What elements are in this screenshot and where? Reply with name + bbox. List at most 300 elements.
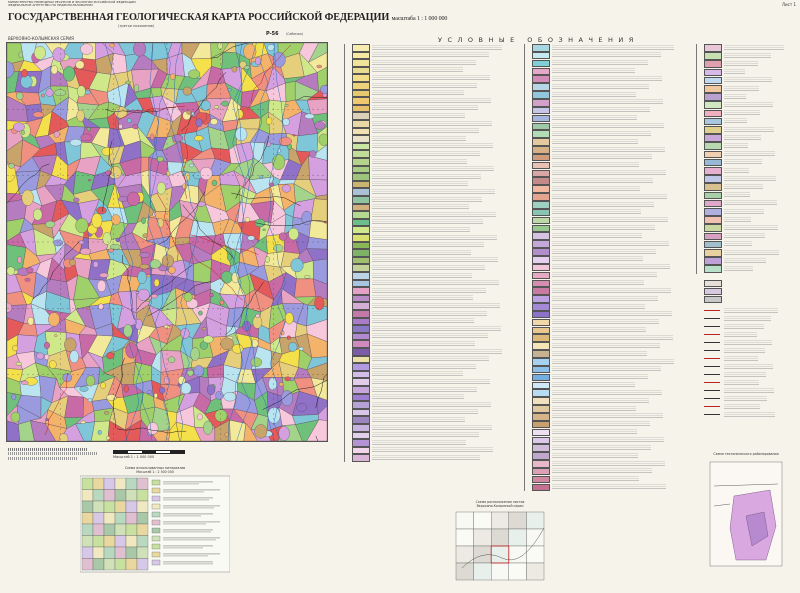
intrusion-body xyxy=(180,383,191,394)
legend-description xyxy=(372,235,497,241)
intrusion-body xyxy=(54,90,65,96)
legend-line-symbol xyxy=(704,406,720,407)
legend-swatch xyxy=(532,52,550,60)
legend-description xyxy=(724,61,758,67)
legend-description xyxy=(552,437,664,443)
index-legend-text xyxy=(163,500,209,501)
materials-index-inset[interactable] xyxy=(80,466,230,578)
sheet-cell xyxy=(526,512,544,529)
legend-description xyxy=(552,319,659,325)
legend-swatch xyxy=(352,371,370,379)
index-legend-text xyxy=(163,562,213,563)
legend-swatch xyxy=(352,188,370,196)
intrusion-body xyxy=(106,436,109,439)
intrusion-body xyxy=(34,46,46,59)
legend-swatch xyxy=(704,175,722,183)
legend-description xyxy=(372,219,483,225)
geological-unit-polygon xyxy=(294,279,316,297)
legend-description xyxy=(552,468,652,474)
index-legend-text xyxy=(163,516,201,517)
legend-description xyxy=(552,343,660,349)
legend-swatch xyxy=(532,303,550,311)
sheet-cell xyxy=(526,529,544,546)
intrusion-body xyxy=(92,213,102,228)
intrusion-body xyxy=(69,259,76,266)
legend-line-symbol xyxy=(704,350,720,351)
legend-description xyxy=(372,280,499,286)
legend-line-symbol xyxy=(704,310,720,311)
legend-swatch xyxy=(352,105,370,113)
map-scale-text: масштаба 1 : 1 000 000 xyxy=(391,16,448,22)
intrusion-body xyxy=(228,88,232,91)
intrusion-body xyxy=(255,425,267,439)
legend-swatch xyxy=(352,234,370,242)
legend-swatch xyxy=(352,416,370,424)
legend-swatch xyxy=(532,413,550,421)
legend-description xyxy=(372,75,490,81)
legend-description xyxy=(552,202,654,208)
index-legend-swatch xyxy=(152,512,160,517)
intrusion-body xyxy=(102,147,113,155)
intrusion-body xyxy=(270,183,274,186)
index-legend-swatch xyxy=(152,520,160,525)
legend-swatch xyxy=(352,454,370,462)
legend-swatch xyxy=(704,200,722,208)
legend-swatch xyxy=(352,242,370,250)
legend-swatch xyxy=(704,280,722,288)
legend-description xyxy=(372,159,467,165)
intrusion-body xyxy=(154,393,158,398)
legend-swatch xyxy=(352,143,370,151)
legend-description xyxy=(552,453,638,459)
materials-index-canvas xyxy=(80,474,230,574)
legend-description xyxy=(372,273,472,279)
legend-description xyxy=(724,233,765,239)
legend-swatch xyxy=(704,118,722,126)
legend-description xyxy=(552,256,643,262)
legend-swatch xyxy=(352,59,370,67)
legend-swatch xyxy=(532,185,550,193)
legend-description xyxy=(552,241,669,247)
intrusion-body xyxy=(196,119,203,127)
sheet-cell xyxy=(526,563,544,580)
agency-line-2: ФЕДЕРАЛЬНОЕ АГЕНТСТВО ПО НЕДРОПОЛЬЗОВАНИЮ xyxy=(8,3,93,8)
intrusion-body xyxy=(137,271,146,284)
legend-swatch xyxy=(532,193,550,201)
legend-description xyxy=(552,264,670,270)
legend-description xyxy=(552,351,647,357)
legend-description xyxy=(724,308,778,314)
intrusion-body xyxy=(315,297,325,311)
legend-line-symbol xyxy=(704,366,720,367)
intrusion-body xyxy=(221,271,232,283)
legend-swatch xyxy=(704,142,722,150)
legend-description xyxy=(724,380,759,386)
intrusion-body xyxy=(191,348,200,361)
legend-swatch xyxy=(704,77,722,85)
legend-swatch xyxy=(352,424,370,432)
intrusion-body xyxy=(187,110,191,114)
intrusion-body xyxy=(126,343,138,359)
legend-swatch xyxy=(532,389,550,397)
intrusion-body xyxy=(110,244,120,249)
intrusion-body xyxy=(81,421,86,424)
legend-description xyxy=(552,327,646,333)
intrusion-body xyxy=(33,112,44,118)
legend-line-symbol xyxy=(704,318,720,319)
intrusion-body xyxy=(81,134,92,141)
index-cell xyxy=(93,478,104,490)
legend-swatch xyxy=(532,484,550,492)
legend-description xyxy=(552,296,658,302)
intrusion-body xyxy=(151,294,158,298)
intrusion-body xyxy=(184,292,192,301)
intrusion-body xyxy=(215,410,227,422)
legend-swatch xyxy=(352,378,370,386)
legend-swatch xyxy=(532,217,550,225)
legend-swatch xyxy=(532,350,550,358)
index-cell xyxy=(126,490,137,502)
intrusion-body xyxy=(86,307,90,310)
legend-description xyxy=(372,295,473,301)
index-cell xyxy=(137,547,148,559)
sheet-cell xyxy=(509,563,527,580)
intrusion-body xyxy=(141,218,145,224)
intrusion-body xyxy=(299,347,304,350)
legend-description xyxy=(552,52,661,58)
intrusion-body xyxy=(104,411,109,414)
legend-swatch xyxy=(532,342,550,350)
index-cell xyxy=(104,536,115,548)
legend-description xyxy=(724,135,761,141)
intrusion-body xyxy=(279,233,287,241)
legend-swatch xyxy=(532,280,550,288)
legend-description xyxy=(372,197,482,203)
legend-swatch xyxy=(532,272,550,280)
legend-description xyxy=(552,484,666,490)
legend-swatch xyxy=(352,264,370,272)
intrusion-body xyxy=(265,257,270,263)
index-cell xyxy=(115,559,126,571)
intrusion-body xyxy=(41,94,44,97)
legend-swatch xyxy=(532,248,550,256)
legend-description xyxy=(724,332,757,338)
intrusion-body xyxy=(216,391,224,400)
legend-line-symbol xyxy=(704,382,720,383)
intrusion-body xyxy=(194,366,204,377)
intrusion-body xyxy=(212,180,217,186)
intrusion-body xyxy=(183,87,192,95)
sheet-layout-subtitle: Верхояно-Колымской серии xyxy=(476,504,524,508)
legend-description xyxy=(724,102,773,108)
index-cell xyxy=(115,490,126,502)
legend-description xyxy=(724,225,778,231)
index-legend-text xyxy=(163,548,203,549)
intrusion-body xyxy=(45,221,55,228)
index-cell xyxy=(137,513,148,525)
index-cell xyxy=(104,501,115,513)
legend-line-symbol xyxy=(704,398,720,399)
legend-description xyxy=(724,217,751,223)
intrusion-body xyxy=(274,244,284,251)
intrusion-body xyxy=(255,57,260,65)
legend-line-symbol xyxy=(704,334,720,335)
legend-swatch xyxy=(704,85,722,93)
legend-description xyxy=(372,288,486,294)
legend-description xyxy=(724,364,773,370)
materials-index-scale: Масштаб 1 : 2 500 000 xyxy=(136,470,174,474)
index-cell xyxy=(93,524,104,536)
legend-description xyxy=(372,98,491,104)
legend-description xyxy=(552,147,665,153)
intrusion-body xyxy=(88,398,92,402)
legend-swatch xyxy=(532,358,550,366)
sheet-cell xyxy=(491,529,509,546)
intrusion-body xyxy=(285,313,293,325)
legend-swatch xyxy=(704,288,722,296)
intrusion-body xyxy=(203,421,212,435)
legend-swatch xyxy=(352,128,370,136)
intrusion-body xyxy=(187,370,194,376)
legend-swatch xyxy=(704,233,722,241)
legend-description xyxy=(372,212,496,218)
intrusion-body xyxy=(70,350,79,363)
intrusion-body xyxy=(44,342,50,349)
legend-swatch xyxy=(352,287,370,295)
intrusion-body xyxy=(248,236,255,241)
geological-unit-polygon xyxy=(296,134,318,153)
legend-swatch xyxy=(532,468,550,476)
intrusion-body xyxy=(93,261,98,267)
intrusion-body xyxy=(181,328,190,338)
intrusion-body xyxy=(285,377,291,381)
legend-description xyxy=(724,356,758,362)
legend-description xyxy=(372,364,476,370)
intrusion-body xyxy=(79,240,85,244)
index-cell xyxy=(137,501,148,513)
legend-description xyxy=(372,166,494,172)
intrusion-body xyxy=(12,394,16,400)
legend-swatch xyxy=(352,67,370,75)
series-label: ВЕРХОЯНО-КОЛЫМСКАЯ СЕРИЯ xyxy=(8,36,74,41)
index-cell xyxy=(115,536,126,548)
legend-description xyxy=(552,311,672,317)
legend-description xyxy=(552,445,651,451)
legend-swatch xyxy=(532,83,550,91)
index-cell xyxy=(137,478,148,490)
legend-swatch xyxy=(352,181,370,189)
intrusion-body xyxy=(220,301,224,305)
geological-unit-polygon xyxy=(285,81,295,102)
sheet-cell xyxy=(474,512,492,529)
intrusion-body xyxy=(101,382,106,388)
legend-description xyxy=(552,225,655,231)
legend-description xyxy=(552,107,650,113)
intrusion-body xyxy=(251,339,258,347)
legend-description xyxy=(372,174,481,180)
intrusion-body xyxy=(232,66,237,72)
legend-swatch xyxy=(532,437,550,445)
legend-description xyxy=(372,440,466,446)
intrusion-body xyxy=(127,192,140,206)
intrusion-body xyxy=(76,218,89,233)
intrusion-body xyxy=(76,61,85,69)
legend-description xyxy=(724,324,764,330)
legend-description xyxy=(552,335,673,341)
intrusion-body xyxy=(106,352,114,359)
legend-description xyxy=(552,45,674,51)
legend-swatch xyxy=(704,159,722,167)
intrusion-body xyxy=(262,229,265,231)
legend-description xyxy=(552,272,657,278)
intrusion-body xyxy=(183,184,187,189)
legend-description xyxy=(724,388,774,394)
legend-swatch xyxy=(352,82,370,90)
legend-heading: УСЛОВНЫЕ ОБОЗНАЧЕНИЯ xyxy=(438,36,639,44)
legend-description xyxy=(372,52,489,58)
page-number: Лист 1 xyxy=(782,2,796,7)
index-cell xyxy=(93,490,104,502)
legend-swatch xyxy=(352,325,370,333)
legend-description xyxy=(724,209,764,215)
index-legend-swatch xyxy=(152,496,160,501)
legend-swatch xyxy=(704,126,722,134)
sheet-cell xyxy=(509,512,527,529)
legend-swatch xyxy=(532,397,550,405)
legend-description xyxy=(724,53,771,59)
legend-description xyxy=(724,127,774,133)
intrusion-body xyxy=(232,344,243,353)
legend-description xyxy=(372,455,480,461)
legend-description xyxy=(372,425,492,431)
intrusion-body xyxy=(235,128,247,141)
sheet-layout-inset[interactable] xyxy=(452,500,548,590)
legend-swatch xyxy=(352,363,370,371)
legend-swatch xyxy=(352,302,370,310)
index-cell xyxy=(137,536,148,548)
legend-swatch xyxy=(352,166,370,174)
legend-line-symbol xyxy=(704,390,720,391)
index-cell xyxy=(126,559,137,571)
index-legend-text xyxy=(163,506,220,507)
intrusion-body xyxy=(191,112,194,116)
legend-swatch xyxy=(352,295,370,303)
index-legend-swatch xyxy=(152,504,160,509)
intrusion-body xyxy=(164,325,168,328)
sheet-layout-canvas xyxy=(452,508,548,586)
legend-swatch xyxy=(352,112,370,120)
index-cell xyxy=(115,513,126,525)
legend-description xyxy=(552,131,651,137)
legend-description xyxy=(372,67,463,73)
legend-swatch xyxy=(352,173,370,181)
legend-description xyxy=(372,105,478,111)
legend-swatch xyxy=(352,272,370,280)
index-legend-text xyxy=(163,530,213,531)
intrusion-body xyxy=(309,151,316,158)
intrusion-body xyxy=(46,89,53,97)
index-cell xyxy=(126,501,137,513)
legend-description xyxy=(552,233,642,239)
index-legend-text xyxy=(163,524,206,525)
legend-swatch xyxy=(532,405,550,413)
legend-swatch xyxy=(352,219,370,227)
intrusion-body xyxy=(16,92,23,99)
sheet-layout-title: Схема расположения листов xyxy=(475,500,525,504)
legend-description xyxy=(552,115,637,121)
index-legend-text xyxy=(163,532,211,533)
intrusion-body xyxy=(235,221,238,223)
legend-description xyxy=(372,326,501,332)
legend-swatch xyxy=(532,146,550,154)
intrusion-body xyxy=(12,345,18,351)
intrusion-body xyxy=(305,114,315,119)
stratigraphic-age-bracket xyxy=(696,44,697,274)
legend-swatch xyxy=(532,75,550,83)
legend-swatch xyxy=(352,257,370,265)
legend-description xyxy=(372,333,488,339)
legend-description xyxy=(724,396,767,402)
intrusion-body xyxy=(168,357,175,363)
legend-swatch xyxy=(352,439,370,447)
legend-description xyxy=(372,83,477,89)
index-cell xyxy=(104,559,115,571)
legend-swatch xyxy=(352,90,370,98)
legend-swatch xyxy=(352,120,370,128)
legend-swatch xyxy=(532,68,550,76)
legend-line-symbol xyxy=(704,374,720,375)
index-legend-text xyxy=(163,508,214,509)
intrusion-body xyxy=(27,267,34,273)
index-cell xyxy=(104,513,115,525)
legend-description xyxy=(724,258,766,264)
intrusion-body xyxy=(9,163,15,168)
legend-swatch xyxy=(352,226,370,234)
legend-description xyxy=(724,266,753,272)
intrusion-body xyxy=(169,267,176,274)
stratigraphic-age-bracket xyxy=(524,44,525,491)
legend-description xyxy=(724,241,752,247)
legend-description xyxy=(372,349,502,355)
legend-swatch xyxy=(352,150,370,158)
intrusion-body xyxy=(202,328,206,331)
geological-map-canvas[interactable] xyxy=(7,43,327,441)
legend-swatch xyxy=(704,110,722,118)
legend-description xyxy=(552,84,649,90)
index-cell xyxy=(82,478,93,490)
legend-description xyxy=(724,110,760,116)
tectonic-zoning-inset[interactable] xyxy=(706,452,786,584)
legend-description xyxy=(372,189,495,195)
geological-map[interactable] xyxy=(6,42,328,442)
index-cell xyxy=(93,536,104,548)
index-cell xyxy=(104,490,115,502)
index-cell xyxy=(115,478,126,490)
intrusion-body xyxy=(7,267,15,276)
legend-swatch xyxy=(704,265,722,273)
index-legend-text xyxy=(163,564,213,565)
sheet-cell xyxy=(491,512,509,529)
legend-line-symbol xyxy=(704,358,720,359)
legend-description xyxy=(372,121,492,127)
legend-swatch xyxy=(532,460,550,468)
legend-description xyxy=(724,118,747,124)
legend-description xyxy=(552,186,640,192)
legend-description xyxy=(724,348,765,354)
intrusion-body xyxy=(150,134,154,140)
intrusion-body xyxy=(119,124,123,128)
legend-description xyxy=(372,447,493,453)
